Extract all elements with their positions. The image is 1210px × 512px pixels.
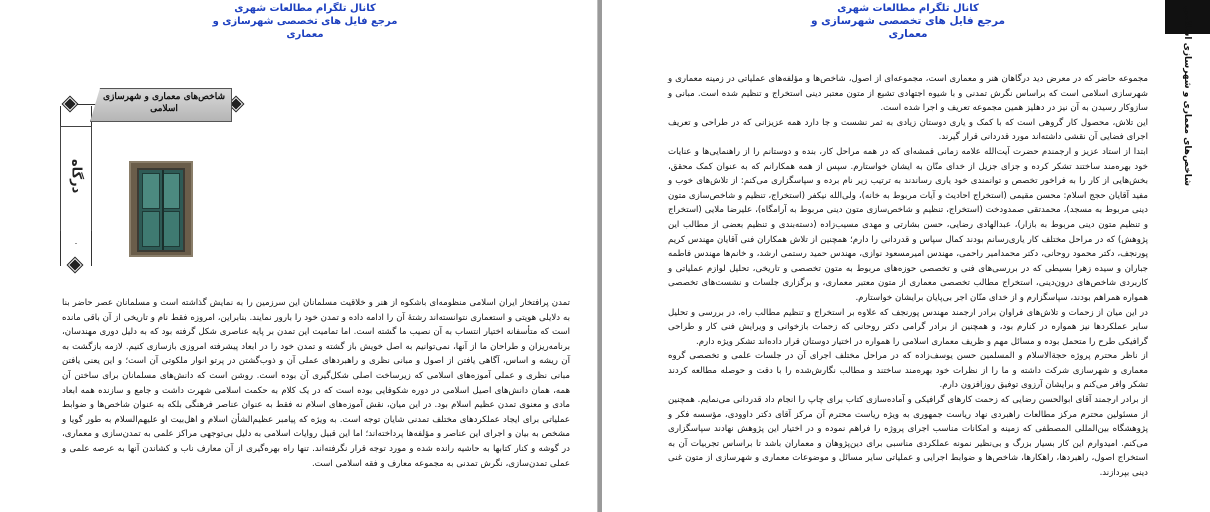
left-page-header xyxy=(195,2,415,41)
right-page xyxy=(602,0,1210,512)
door-panel xyxy=(162,211,180,247)
section-label-vertical: درگاه xyxy=(68,158,84,194)
paragraph: در این میان از زحمات و تلاش‌های فراوان برادر ارجمند مهندس پورنجف که علاوه بر استخراج و تنظیم مطالب راه، در بررسی و تحلیل سایر عملکردها نیز همواره در کنارم بود، و همچنین از برادر گرامی دکتر روحانی که زحمات بازخوانی و ویرایش فنی کار و طراحی گرافیکی طرح را متحمل بوده و مسائل مهم و ظریف معماری اسلامی را همواره در اختیار دوستان قرار داده‌اند تشکر ویژه دارم. xyxy=(668,307,1148,347)
left-page xyxy=(0,0,598,512)
header-subtitle: مرجع فایل های تخصصی شهرسازی و معماری xyxy=(212,16,398,40)
paragraph: این تلاش، محصول کار گروهی است که با کمک و یاری دوستان زیادی به ثمر نشست و جا دارد همه عزیزانی که در طراحی و تعریف اجرای فضایی آن نقشی داشته‌اند مورد قدردانی قرار گیرند. xyxy=(668,117,1148,143)
ornament-diamond-left xyxy=(63,97,77,111)
right-page-header xyxy=(798,2,1018,41)
side-tab-label: شاخص‌های معماری و شهرسازی اسلامی xyxy=(1182,6,1192,186)
door-gap xyxy=(162,170,164,250)
header-channel-title[interactable]: کانال تلگرام مطالعات شهری xyxy=(234,3,376,14)
door-panel xyxy=(162,173,180,209)
paragraph: مجموعه حاضر که در معرض دید درگاهان هنر و معماری است، مجموعه‌ای از اصول، شاخص‌ها و مؤلفه‌های عملیاتی در زمینه معماری و شهرسازی اسلامی است که براساس نگرش تمدنی و با شیوه اجتهادی تشیع از متون معتبر دینی استخراج و تنظیم شده است. مبانی و سازوکار رسیدن به آن نیز در دهلیز همین مجموعه تعریف و اجرا شده است. xyxy=(668,74,1148,114)
door-panel xyxy=(142,173,160,209)
door-panel xyxy=(142,211,160,247)
door-frame xyxy=(137,168,185,252)
header-channel-title[interactable]: کانال تلگرام مطالعات شهری xyxy=(837,3,979,14)
paragraph: ابتدا از استاد عزیز و ارجمندم حضرت آیت‌الله علامه زمانی قمشه‌ای که در همه مراحل کار، بنده و دوستانم را از راهنمایی‌ها و عنایات خود بهره‌مند ساختند تشکر کرده و جزای جزیل از خدای منّان به ایشان خواستارم. سپس از همه همکارانم که به عنوان کمک محقق، بخش‌هایی از کار را به فراخور تخصص و توانمندی خود یاری رساندند به ترتیب زیر نام برده و سپاسگزاری می‌کنم: از تلاش‌های خوب و مفید آقایان حجج اسلام: محسن مقیمی (استخراج احادیث و آیات مربوط به خانه)، ولی‌الله نیکفر (استخراج، تنظیم و شاخص‌سازی متون دینی مربوط به مسجد)، محمدتقی صمدودخت (استخراج، تنظیم و شاخص‌سازی متون دینی مربوط به آرامگاه)، علیرضا ملایی (استخراج و تنظیم متون دینی مربوط به بازار)، عبدالهادی رضایی، حسن بشارتی و مهدی مسیب‌زاده (دسته‌بندی و تنظیم بعضی از مطالب این پژوهش) که در مراحل مختلف کار یاری‌رسانم بودند کمال سپاس و قدردانی را دارم؛ همچنین از تلاش همکاران فنی آقایان مهندس کریم پورنجف، دکتر محمود روحانی، دکتر محمدامیر راحمی، مهندس امیرمسعود نوازی، مهندس حمید رستمی ارشد، و خانم‌ها مهندس فاطمه جباران و سیده زهرا بسیطی که در بررسی‌های فنی و تخصصی حوزه‌های مربوط به متون تخصصی و تاریخی، تحلیل لوازم عملیاتی و کاربردی شاخص‌های درون‌دینی، استخراج مطالب تخصصی معماری از متون معتبر معماری، و برگزاری جلسات و نشست‌های تخصصی همواره همراهم بودند، سپاسگزارم و از خدای منّان اجر بی‌پایان برایشان خواستارم. xyxy=(668,146,1148,303)
paragraph: از ناظر محترم پروژه حجة‌الاسلام و المسلمین حسن یوسف‌زاده که در مراحل مختلف اجرای آن در جلسات علمی و تخصصی گروه معماری و شهرسازی شرکت داشته و ما را از نظرات خود بهره‌مند ساختند و مطالب نگارش‌شده را با دقت و حوصله مطالعه کردند تشکر وافر می‌کنم و برایشان آرزوی توفیق روزافزون دارم. xyxy=(668,351,1148,391)
ornate-door-photo xyxy=(129,161,193,257)
chapter-title: شاخص‌های معماری و شهرسازی اسلامی xyxy=(103,92,225,114)
ornament-diamond-bottom xyxy=(68,258,82,272)
paragraph: از برادر ارجمند آقای ابوالحسن رضایی که زحمت کارهای گرافیکی و آماده‌سازی کتاب برای چاپ را انجام داد قدردانی می‌نمایم. همچنین از مسئولین محترم مرکز مطالعات راهبردی نهاد ریاست جمهوری به ویژه ریاست محترم آن مرکز آقای دکتر داوودی، مؤسسه فکر و پژوهشگاه بین‌المللی المصطفی که زمینه و امکانات مناسب اجرای پروژه را فراهم نموده و در اختیار این پژوهش نهادند سپاسگزاری می‌کنم. امیدوارم این کار بسیار بزرگ و بی‌نظیر نمونه عملکردی مناسبی برای دین‌پژوهان و معماران باشد تا براساس تجربیات آن به استخراج اصول، راهبردها، راهکارها، شاخص‌ها و ضوابط اجرایی و عملیاتی سایر مسائل و موضوعات معماری و شهرسازی از متون غنی دینی بپردازند. xyxy=(668,395,1148,479)
header-subtitle: مرجع فایل های تخصصی شهرسازی و معماری xyxy=(810,15,1006,40)
right-page-body xyxy=(668,72,1148,481)
left-page-body xyxy=(62,296,570,471)
paragraph: تمدن پرافتخار ایران اسلامی منظومه‌ای باشکوه از هنر و خلاقیت مسلمانان این سرزمین را به نمایش گذاشته است و مسلمانان عصر حاضر بنا به دلایلی هویتی و استعماری نتوانسته‌اند رشته‌ٔ آن را ادامه داده و تمدن خود را بارور نمایند. بنابراین، امروزه فقط نام و تاریخی از آن باقی مانده است که متأسفانه اختیار انتساب به آن نصیب ما گشته است. اما تمامیت این تمدن بر پایه عناصری شکل گرفته بود که به دلیل دوری مهندسان، برنامه‌ریزان و طراحان ما از آنها، نمی‌توانیم به اصل خویش باز گشته و تمدن خود را در ابعاد پیشرفته امروزی بازسازی کنیم. لازمه بازگشت به آن ریشه و اساس، آگاهی یافتن از اصول و مبانی نظری و راهبردهای عملی آن و ذوب‌گشتن در پرتو انوار ملکوتی آن است؛ و این یعنی یافتن مبانی نظری و عملی آموزه‌های اسلامی که زیرساخت اصلی شکل‌گیری آن بوده است. روشن است که دانش‌های مسلمانان برای ساختن آن همه، همان دانش‌های اصیل اسلامی در دوره شکوفایی بوده است که در یک کلام به حکمت اسلامی شهرت داشت و جامع و سازنده همه ابعاد مادی و معنوی تمدن عظیم اسلام بود. در این میان، نقش آموزه‌های اسلام نه فقط به عنوان عناصر فرهنگی بلکه به عنوان شاخص‌ها و ضوابط عملیاتی برای ایجاد عملکردهای مختلف تمدنی شایان توجه است. به ویژه که پیامبر عظیم‌الشأن اسلام و اهل‌بیت او علیهم‌السلام به طور گویا و مشخص به بیان و اجرای این عناصر و مؤلفه‌ها پرداخته‌اند؛ اما این قبیل روایات اسلامی به دلیل بی‌توجهی مراکز علمی به تمدن‌سازی و معماری، در گوشه و کنار کتابها به حاشیه رانده شده و مورد توجه قرار نگرفته‌اند. تنها راه بهره‌گیری از آن معارف ناب و کشاندن آنها به عرصه علمی و عملی تمدن‌سازی، نگرش تمدنی به مجموعه معارف و فقه اسلامی است. xyxy=(62,298,570,469)
